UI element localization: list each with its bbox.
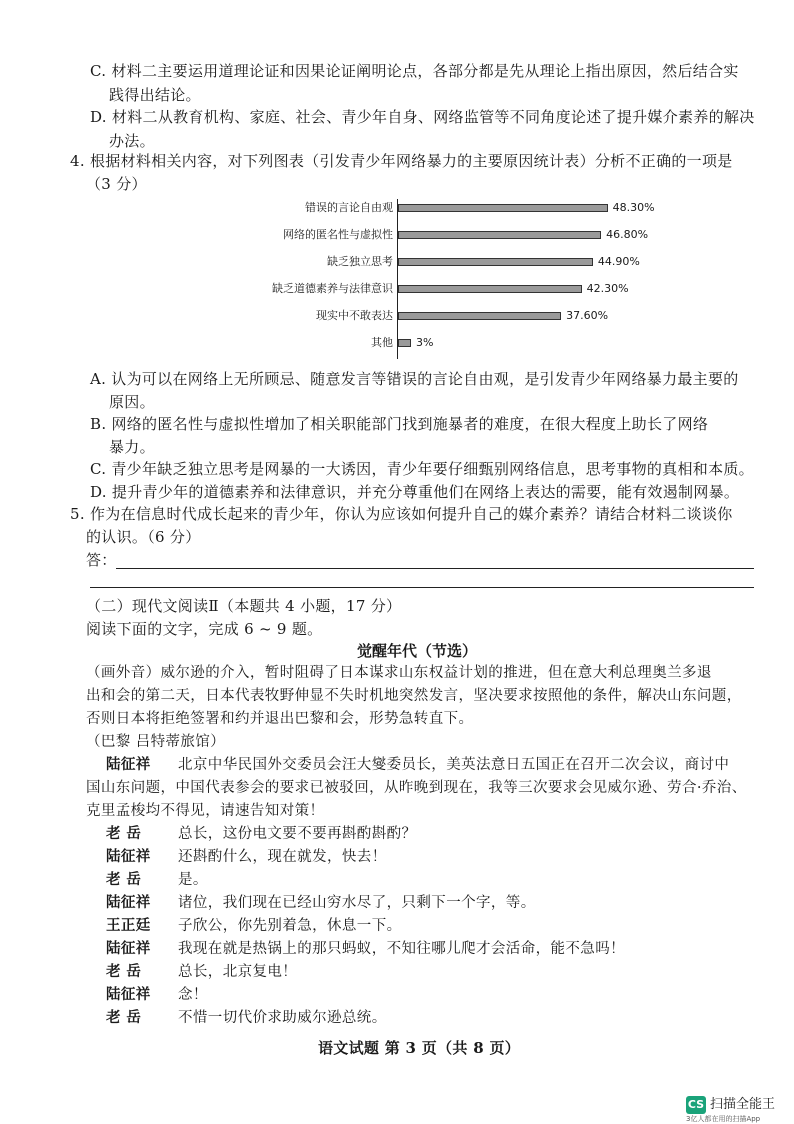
passage-intro-line2: 出和会的第二天，日本代表牧野伸显不失时机地突然发言，坚决要求按照他的条件，解决山东问题， bbox=[86, 688, 742, 704]
q3-option-d-line1: D. 材料二从教育机构、家庭、社会、青少年自身、网络监管等不同角度论述了提升媒介素养的解决 bbox=[90, 108, 755, 126]
speaker-name: 老 岳 bbox=[106, 825, 142, 842]
speaker-name: 陆征祥 bbox=[106, 940, 151, 957]
speaker-name: 陆征祥 bbox=[106, 894, 151, 911]
answer-line-2[interactable] bbox=[90, 587, 754, 588]
dialogue-line bbox=[106, 938, 625, 960]
q4-stem-line1: 4. 根据材料相关内容，对下列图表（引发青少年网络暴力的主要原因统计表）分析不正确的一项是 bbox=[70, 152, 733, 170]
dialogue-text: 念！ bbox=[178, 987, 208, 1003]
chart-bar bbox=[398, 339, 411, 347]
speaker-name: 老 岳 bbox=[106, 1009, 142, 1026]
chart-category-label: 缺乏独立思考 bbox=[327, 255, 393, 268]
chart-value-label: 3% bbox=[416, 336, 434, 349]
dialogue-text: 我现在就是热锅上的那只蚂蚁，不知往哪儿爬才会活命，能不急吗！ bbox=[178, 941, 625, 957]
dialogue-continuation: 克里孟梭均不得见，请速告知对策！ bbox=[86, 803, 325, 819]
q3-option-c-line1: C. 材料二主要运用道理论证和因果论证阐明论点，各部分都是先从理论上指出原因，然后结合实 bbox=[90, 62, 739, 80]
chart-category-label: 缺乏道德素养与法律意识 bbox=[272, 282, 393, 295]
chart-value-label: 42.30% bbox=[586, 282, 629, 295]
scene-direction: （巴黎 吕特蒂旅馆） bbox=[86, 734, 226, 750]
speaker-name: 陆征祥 bbox=[106, 848, 151, 865]
dialogue-continuation: 国山东问题，中国代表参会的要求已被驳回，从昨晚到现在，我等三次要求会见威尔逊、劳合·乔治、 bbox=[86, 780, 747, 796]
dialogue-text: 是。 bbox=[178, 872, 208, 888]
dialogue-text: 总长，北京复电！ bbox=[178, 964, 298, 980]
dialogue-text: 诸位，我们现在已经山穷水尽了，只剩下一个字，等。 bbox=[178, 895, 536, 911]
q3-option-d-line2: 办法。 bbox=[109, 132, 155, 150]
speaker-name: 老 岳 bbox=[106, 963, 142, 980]
camscanner-logo-icon: CS bbox=[686, 1096, 706, 1114]
answer-label: 答： bbox=[86, 551, 117, 569]
speaker-name: 陆征祥 bbox=[106, 756, 151, 773]
dialogue-line bbox=[106, 754, 729, 776]
page-footer: 语文试题 第 3 页（共 8 页） bbox=[318, 1039, 521, 1057]
chart-category-label: 网络的匿名性与虚拟性 bbox=[283, 228, 393, 241]
q4-option-c: C. 青少年缺乏独立思考是网暴的一大诱因，青少年要仔细甄别网络信息，思考事物的真相和本质。 bbox=[90, 460, 754, 478]
answer-line-1[interactable] bbox=[116, 568, 754, 569]
speaker-name: 陆征祥 bbox=[106, 986, 151, 1003]
q4-option-b-line1: B. 网络的匿名性与虚拟性增加了相关职能部门找到施暴者的难度，在很大程度上助长了网络 bbox=[90, 415, 709, 433]
chart-bar bbox=[398, 204, 608, 212]
chart-category-label: 错误的言论自由观 bbox=[305, 201, 393, 214]
section-instruction: 阅读下面的文字，完成 6 ~ 9 题。 bbox=[86, 620, 323, 638]
chart-bar bbox=[398, 285, 582, 293]
dialogue-line bbox=[106, 823, 416, 845]
chart-bar bbox=[398, 231, 601, 239]
dialogue-text: 总长，这份电文要不要再斟酌斟酌？ bbox=[178, 826, 417, 842]
passage-intro-line1: （画外音）威尔逊的介入，暂时阻碍了日本谋求山东权益计划的推进，但在意大利总理奥兰多退 bbox=[86, 665, 712, 681]
chart-bar bbox=[398, 258, 593, 266]
speaker-name: 王正廷 bbox=[106, 917, 151, 934]
speaker-name: 老 岳 bbox=[106, 871, 142, 888]
chart-value-label: 48.30% bbox=[612, 201, 655, 214]
dialogue-text: 还斟酌什么，现在就发，快去！ bbox=[178, 849, 387, 865]
dialogue-line bbox=[106, 1007, 387, 1029]
dialogue-line bbox=[106, 846, 387, 868]
chart-value-label: 37.60% bbox=[566, 309, 609, 322]
q4-stem-line2: （3 分） bbox=[86, 175, 147, 193]
chart-category-label: 其他 bbox=[371, 336, 393, 349]
dialogue-text: 子欣公，你先别着急，休息一下。 bbox=[178, 918, 402, 934]
dialogue-line bbox=[106, 984, 208, 1006]
q4-option-b-line2: 暴力。 bbox=[109, 438, 155, 456]
chart-value-label: 44.90% bbox=[597, 255, 640, 268]
q4-option-d: D. 提升青少年的道德素养和法律意识，并充分尊重他们在网络上表达的需要，能有效遏制网暴。 bbox=[90, 483, 740, 501]
q4-option-a-line2: 原因。 bbox=[109, 393, 155, 411]
camscanner-tagline: 3亿人都在用的扫描App bbox=[686, 1115, 761, 1123]
dialogue-line bbox=[106, 961, 297, 983]
camscanner-name: 扫描全能王 bbox=[710, 1097, 776, 1112]
dialogue-text: 不惜一切代价求助威尔逊总统。 bbox=[178, 1010, 387, 1026]
dialogue-line bbox=[106, 892, 536, 914]
chart-value-label: 46.80% bbox=[606, 228, 649, 241]
q5-stem-line1: 5. 作为在信息时代成长起来的青少年，你认为应该如何提升自己的媒介素养？请结合材料二谈谈你 bbox=[70, 505, 733, 523]
chart-axis-line bbox=[397, 199, 398, 359]
chart-bar bbox=[398, 312, 561, 320]
dialogue-line bbox=[106, 869, 208, 891]
section-heading: （二）现代文阅读Ⅱ（本题共 4 小题，17 分） bbox=[86, 597, 402, 615]
chart-category-label: 现实中不敢表达 bbox=[316, 309, 393, 322]
q5-stem-line2: 的认识。（6 分） bbox=[86, 528, 201, 546]
dialogue-text: 北京中华民国外交委员会汪大燮委员长，美英法意日五国正在召开二次会议，商讨中 bbox=[178, 757, 730, 773]
q3-option-c-line2: 践得出结论。 bbox=[109, 86, 201, 104]
passage-title: 觉醒年代（节选） bbox=[357, 642, 478, 660]
q4-option-a-line1: A. 认为可以在网络上无所顾忌、随意发言等错误的言论自由观，是引发青少年网络暴力最主要的 bbox=[90, 370, 739, 388]
dialogue-line bbox=[106, 915, 402, 937]
violence-causes-bar-chart bbox=[240, 197, 655, 362]
passage-intro-line3: 否则日本将拒绝签署和约并退出巴黎和会，形势急转直下。 bbox=[86, 711, 474, 727]
